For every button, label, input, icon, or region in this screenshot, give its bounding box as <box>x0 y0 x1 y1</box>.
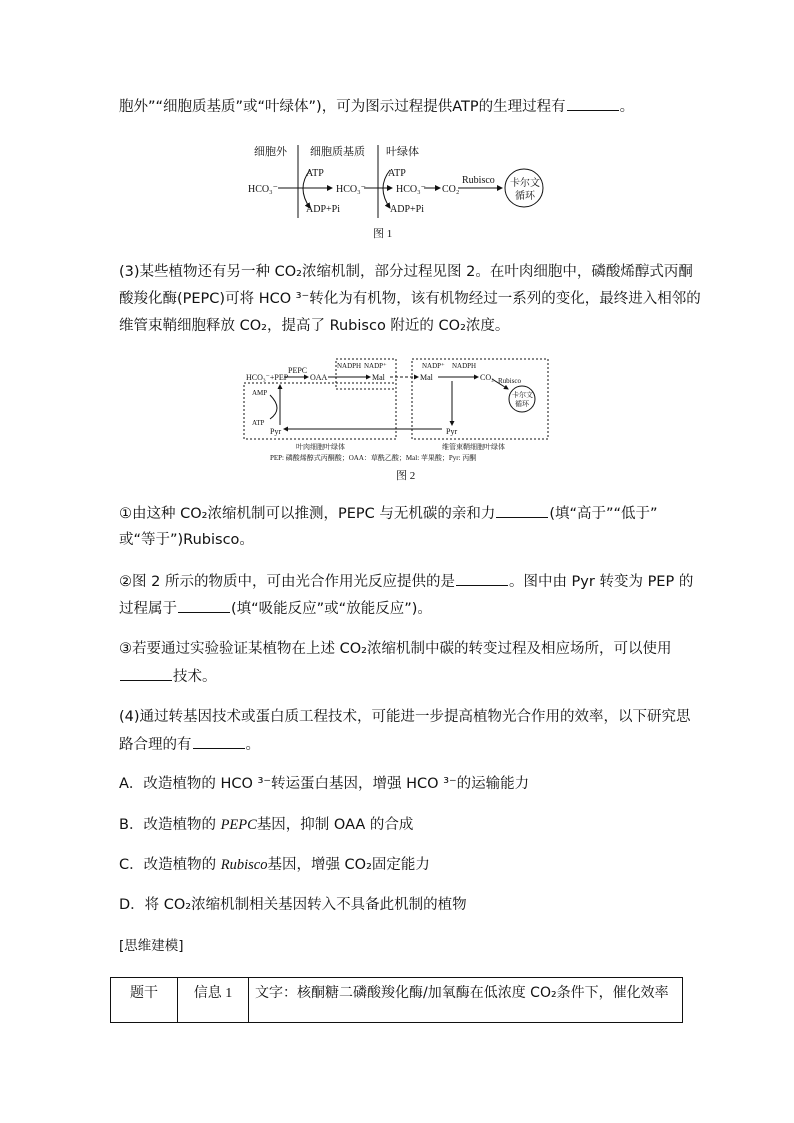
fig2-atp: ATP <box>252 419 265 427</box>
answer-blank[interactable] <box>120 666 172 681</box>
fig1-hco3-a: HCO₃⁻ <box>248 184 278 195</box>
figure-2-caption: 图 2 <box>396 470 416 482</box>
option-b: B．改造植物的 PEPC基因，抑制 OAA 的合成 <box>119 817 414 833</box>
table-row <box>111 978 683 1023</box>
figure-2 <box>240 355 555 467</box>
intro-line: 胞外”“细胞质基质”或“叶绿体”)，可为图示过程提供ATP的生理过程有 。 <box>119 96 634 117</box>
q4-line-1: (4)通过转基因技术或蛋白质工程技术，可能进一步提高植物光合作用的效率，以下研究思 <box>119 709 691 725</box>
info-table <box>110 977 683 1023</box>
q3-line-1: (3)某些植物还有另一种 CO₂浓缩机制，部分过程见图 2。在叶肉细胞中，磷酸烯醇式丙酮 <box>119 264 693 280</box>
q3-line-3: 维管束鞘细胞释放 CO₂，提高了 Rubisco 附近的 CO₂浓度。 <box>119 318 510 334</box>
fig2-pepc: PEPC <box>288 366 308 375</box>
option-a: A．改造植物的 HCO ³⁻转运蛋白基因，增强 HCO ³⁻的运输能力 <box>119 776 530 792</box>
q-c-line-1: ③若要通过实验验证某植物在上述 CO₂浓缩机制中碳的转变过程及相应场所，可以使用 <box>119 641 672 657</box>
fig2-oaa: OAA <box>310 373 328 382</box>
q-b-line-1: ②图 2 所示的物质中，可由光合作用光反应提供的是 。图中由 Pyr 转变为 PEP 的 <box>119 571 693 592</box>
fig2-rubisco: Rubisco <box>498 377 521 385</box>
q3-line-2: 酸羧化酶(PEPC)可将 HCO ³⁻转化为有机物，该有机物经过一系列的变化，最终进入相邻的 <box>119 291 701 307</box>
fig2-legend: PEP: 磷酸烯醇式丙酮酸；OAA：草酰乙酸；Mal: 苹果酸；Pyr: 丙酮 <box>270 454 477 462</box>
answer-blank[interactable] <box>567 96 619 111</box>
q-a-line-1: ①由这种 CO₂浓缩机制可以推测，PEPC 与无机碳的亲和力 (填“高于”“低于” <box>119 503 658 524</box>
option-d: D．将 CO₂浓缩机制相关基因转入不具备此机制的植物 <box>119 897 467 913</box>
fig1-atp-b: ATP <box>388 168 406 179</box>
fig1-col1: 细胞外 <box>254 146 287 158</box>
fig2-label-right: 维管束鞘细胞叶绿体 <box>442 443 505 451</box>
fig2-nadp-b: NADP⁺ <box>422 362 445 370</box>
fig2-nadp-a: NADP⁺ <box>364 362 387 370</box>
fig1-hco3-b: HCO₃⁻ <box>336 184 366 195</box>
fig2-mal-a: Mal <box>372 373 385 382</box>
intro-text: 胞外”“细胞质基质”或“叶绿体”)，可为图示过程提供ATP的生理过程有 <box>119 99 566 115</box>
option-c: C．改造植物的 Rubisco基因，增强 CO₂固定能力 <box>119 857 430 873</box>
fig2-cycle-2: 循环 <box>515 400 529 408</box>
fig2-co2: CO₂ <box>480 373 494 382</box>
fig1-atp-a: ATP <box>306 168 324 179</box>
fig1-col2: 细胞质基质 <box>310 146 365 158</box>
table-cell-stem: 题干 <box>111 978 178 1023</box>
model-title: [思维建模] <box>119 938 184 954</box>
q4-line-2: 路合理的有 。 <box>119 734 260 755</box>
fig2-label-left: 叶肉细胞叶绿体 <box>296 443 345 451</box>
fig2-pyr-a: Pyr <box>446 427 458 436</box>
fig2-nadph-b: NADPH <box>452 362 477 370</box>
fig1-hco3-c: HCO₃⁻ <box>396 184 426 195</box>
answer-blank[interactable] <box>496 503 548 518</box>
fig2-amp: AMP <box>252 389 268 397</box>
fig2-nadph-a: NADPH <box>337 362 362 370</box>
q-b-line-2: 过程属于 (填“吸能反应”或“放能反应”)。 <box>119 598 432 619</box>
fig1-adp-a: ADP+Pi <box>306 204 340 215</box>
answer-blank[interactable] <box>456 571 508 586</box>
q-c-line-2: 技术。 <box>119 666 217 687</box>
figure-1 <box>240 140 560 240</box>
fig1-col3: 叶绿体 <box>386 146 419 158</box>
table-cell-text: 文字：核酮糖二磷酸羧化酶/加氧酶在低浓度 CO₂条件下，催化效率 <box>249 978 683 1023</box>
fig1-cycle-2: 循环 <box>515 191 535 202</box>
fig1-cycle-1: 卡尔文 <box>510 178 540 189</box>
answer-blank[interactable] <box>178 598 230 613</box>
fig1-co2: CO₂ <box>442 184 460 195</box>
answer-blank[interactable] <box>193 734 245 749</box>
fig2-pyr-b: Pyr <box>270 427 282 436</box>
figure-1-caption: 图 1 <box>373 228 393 240</box>
table-cell-info: 信息 1 <box>178 978 249 1023</box>
fig2-hco3pep: HCO₃⁻+PEP <box>246 373 289 382</box>
fig2-mal-b: Mal <box>420 373 433 382</box>
q-a-line-2: 或“等于”)Rubisco。 <box>119 532 254 548</box>
fig1-rubisco: Rubisco <box>462 175 495 186</box>
fig2-cycle-1: 卡尔文 <box>512 391 533 399</box>
fig1-adp-b: ADP+Pi <box>390 204 424 215</box>
